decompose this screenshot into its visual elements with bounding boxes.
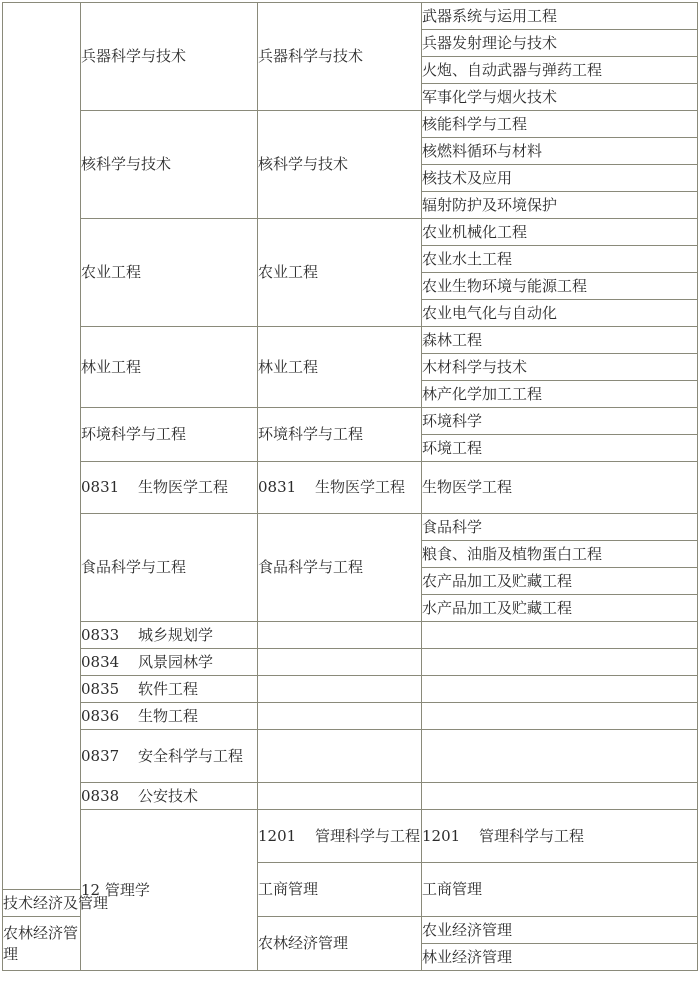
- empty-cell: [258, 622, 422, 649]
- discipline-code: 0831: [81, 478, 120, 496]
- empty-cell: [258, 783, 422, 810]
- empty-cell: [422, 649, 698, 676]
- category-cell-engineering: [3, 3, 81, 890]
- first-level-discipline: [81, 622, 258, 649]
- discipline-name: 公安技术: [138, 786, 199, 805]
- discipline-name: 安全科学与工程: [138, 746, 244, 765]
- discipline-code: 0835: [81, 679, 120, 698]
- major-cell: 森林工程: [422, 327, 698, 354]
- category-cell-management: 12 管理学: [81, 810, 258, 971]
- table-row: [3, 462, 698, 514]
- second-level-discipline: 食品科学与工程: [258, 514, 422, 622]
- empty-cell: [258, 649, 422, 676]
- discipline-name: 管理科学与工程: [479, 826, 585, 845]
- major-cell: 农业电气化与自动化: [422, 300, 698, 327]
- major-cell: 技术经济及管理: [3, 890, 81, 917]
- discipline-name: 软件工程: [138, 679, 199, 698]
- first-level-discipline: [81, 676, 258, 703]
- second-level-discipline: 核科学与技术: [258, 111, 422, 219]
- empty-cell: [422, 676, 698, 703]
- discipline-name: 风景园林学: [138, 652, 214, 671]
- discipline-name: 管理科学与工程: [315, 826, 421, 845]
- major-cell: 火炮、自动武器与弹药工程: [422, 57, 698, 84]
- major-cell: 核燃料循环与材料: [422, 138, 698, 165]
- table-row: [3, 783, 698, 810]
- second-level-discipline: 农林经济管理: [258, 917, 422, 971]
- discipline-code: 0837: [81, 746, 120, 765]
- empty-cell: [422, 622, 698, 649]
- discipline-table: [2, 2, 698, 971]
- discipline-name: 城乡规划学: [138, 625, 214, 644]
- major-cell: 兵器发射理论与技术: [422, 30, 698, 57]
- major-cell: 农业经济管理: [422, 917, 698, 944]
- table-row: [3, 676, 698, 703]
- first-level-discipline: 环境科学与工程: [81, 408, 258, 462]
- first-level-discipline: [81, 730, 258, 783]
- table-row: [3, 219, 698, 246]
- discipline-code: 0831: [258, 478, 297, 496]
- major-cell: 辐射防护及环境保护: [422, 192, 698, 219]
- major-cell: 武器系统与运用工程: [422, 3, 698, 30]
- second-level-discipline: 农业工程: [258, 219, 422, 327]
- discipline-code: 1201: [422, 826, 461, 845]
- major-cell: 食品科学: [422, 514, 698, 541]
- table-row: [3, 810, 698, 863]
- major-cell: 粮食、油脂及植物蛋白工程: [422, 541, 698, 568]
- table-row: [3, 730, 698, 783]
- first-level-discipline: [81, 462, 258, 514]
- discipline-name: 生物医学工程: [138, 478, 229, 496]
- first-level-discipline: [258, 810, 422, 863]
- major-cell: 林业经济管理: [422, 944, 698, 971]
- empty-cell: [422, 703, 698, 730]
- table-row: [3, 408, 698, 435]
- major-cell: 农业机械化工程: [422, 219, 698, 246]
- major-cell: 军事化学与烟火技术: [422, 84, 698, 111]
- second-level-discipline: [258, 462, 422, 514]
- major-cell: 水产品加工及贮藏工程: [422, 595, 698, 622]
- second-level-discipline: [422, 810, 698, 863]
- table-row: [3, 111, 698, 138]
- discipline-code: 0838: [81, 786, 120, 805]
- discipline-code: 0834: [81, 652, 120, 671]
- table-row: [3, 514, 698, 541]
- table-row: [3, 649, 698, 676]
- empty-cell: [258, 676, 422, 703]
- major-cell: 环境科学: [422, 408, 698, 435]
- discipline-code: 0833: [81, 625, 120, 644]
- table-row: [3, 3, 698, 30]
- table-row: [3, 622, 698, 649]
- major-cell: 核能科学与工程: [422, 111, 698, 138]
- first-level-discipline: 农林经济管理: [3, 917, 81, 971]
- empty-cell: [422, 783, 698, 810]
- first-level-discipline: 食品科学与工程: [81, 514, 258, 622]
- second-level-discipline: 工商管理: [422, 863, 698, 917]
- major-cell: 木材科学与技术: [422, 354, 698, 381]
- first-level-discipline: 兵器科学与技术: [81, 3, 258, 111]
- second-level-discipline: 兵器科学与技术: [258, 3, 422, 111]
- major-cell: 农业生物环境与能源工程: [422, 273, 698, 300]
- discipline-code: 0836: [81, 706, 120, 725]
- second-level-discipline: 林业工程: [258, 327, 422, 408]
- major-cell: 农业水土工程: [422, 246, 698, 273]
- table-row: [3, 703, 698, 730]
- first-level-discipline: [81, 649, 258, 676]
- empty-cell: [258, 703, 422, 730]
- empty-cell: [422, 730, 698, 783]
- first-level-discipline: 林业工程: [81, 327, 258, 408]
- discipline-name: 生物医学工程: [315, 478, 406, 496]
- first-level-discipline: [81, 783, 258, 810]
- first-level-discipline: 工商管理: [258, 863, 422, 917]
- second-level-discipline: 环境科学与工程: [258, 408, 422, 462]
- major-cell: 林产化学加工工程: [422, 381, 698, 408]
- discipline-code: 1201: [258, 826, 297, 845]
- first-level-discipline: [81, 703, 258, 730]
- first-level-discipline: 农业工程: [81, 219, 258, 327]
- empty-cell: [258, 730, 422, 783]
- major-cell: 环境工程: [422, 435, 698, 462]
- major-cell: 核技术及应用: [422, 165, 698, 192]
- table-row: [3, 327, 698, 354]
- discipline-name: 生物工程: [138, 706, 199, 725]
- first-level-discipline: 核科学与技术: [81, 111, 258, 219]
- major-cell: 生物医学工程: [422, 462, 698, 514]
- major-cell: 农产品加工及贮藏工程: [422, 568, 698, 595]
